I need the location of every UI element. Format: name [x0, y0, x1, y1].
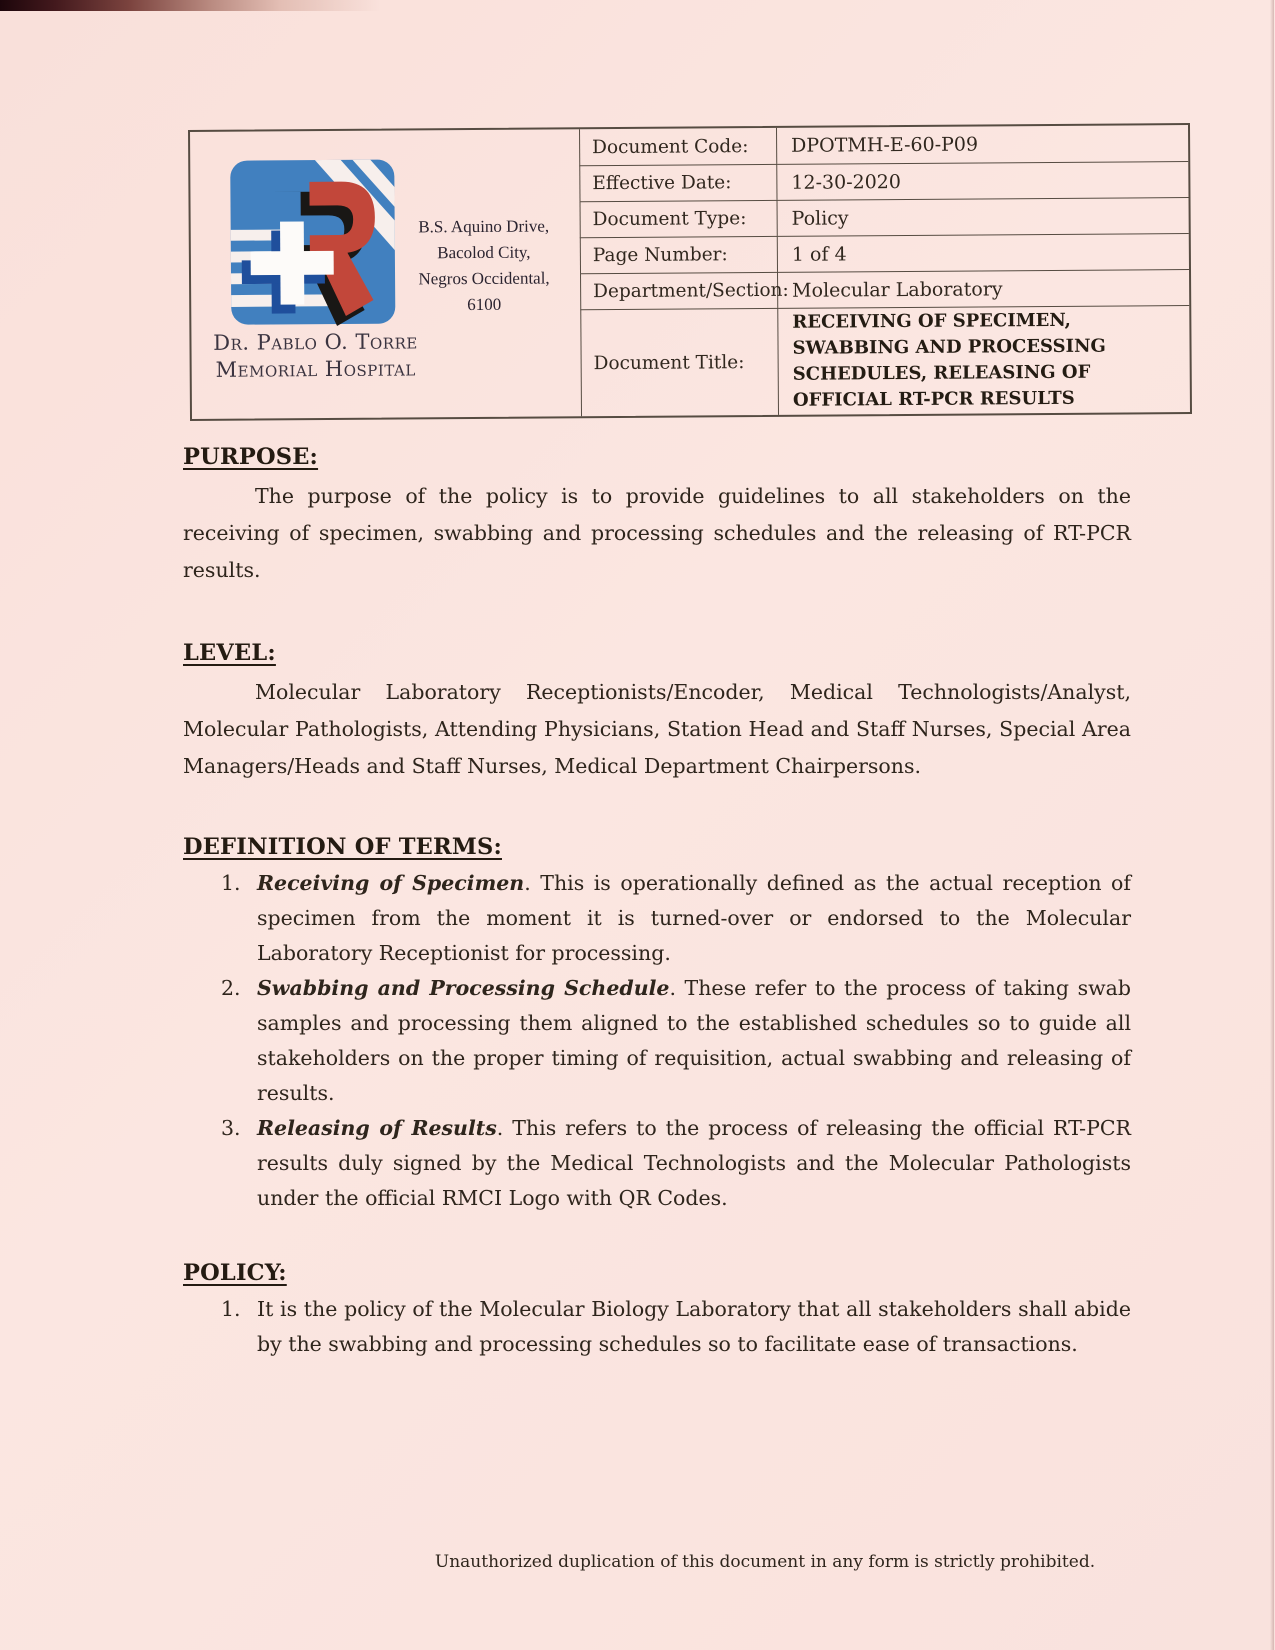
policy-heading: POLICY:: [183, 1260, 287, 1286]
field-value-department-section: Molecular Laboratory: [778, 269, 1189, 308]
policy-item: [183, 1292, 1131, 1362]
field-value-effective-date: 12-30-2020: [777, 161, 1188, 200]
address-line: Negros Occidental,: [418, 268, 550, 289]
document-body: [183, 0, 1131, 1650]
field-value-document-title: RECEIVING OF SPECIMEN, SWABBING AND PROCESSING SCHEDULES, RELEASING OF OFFICIAL RT-PCR RESULTS: [778, 305, 1190, 415]
definition-term: Releasing of Results: [257, 1116, 497, 1140]
definitions-list: [183, 866, 1131, 1216]
level-heading: LEVEL:: [183, 640, 276, 666]
section-definition-of-terms: [183, 834, 1131, 1216]
item-number: 1.: [221, 1297, 241, 1321]
purpose-heading: PURPOSE:: [183, 444, 319, 470]
field-label-effective-date: Effective Date:: [579, 164, 777, 201]
section-purpose: [183, 444, 1131, 589]
footer-confidentiality-notice: Unauthorized duplication of this document in any form is strictly prohibited.: [434, 1552, 1096, 1572]
definition-term: Swabbing and Processing Schedule: [257, 976, 670, 1000]
policy-text: It is the policy of the Molecular Biology Laboratory that all stakeholders shall abide by the swabbing and processing schedules so to facilitate ease of transactions.: [257, 1297, 1131, 1356]
field-value-page-number: 1 of 4: [778, 233, 1189, 272]
field-label-document-type: Document Type:: [580, 200, 778, 237]
field-label-document-code: Document Code:: [579, 128, 777, 165]
purpose-paragraph: The purpose of the policy is to provide guidelines to all stakeholders on the receiving of specimen, swabbing and processing schedules and the releasing of RT-PCR results.: [183, 484, 1131, 582]
policy-list: [183, 1292, 1131, 1362]
section-level: [183, 640, 1131, 785]
field-value-document-code: DPOTMH-E-60-P09: [791, 133, 979, 157]
item-number: 3.: [221, 1116, 241, 1140]
definition-item: [183, 971, 1131, 1111]
definition-item: [183, 1111, 1131, 1216]
definition-text: . These refer to the process of taking swab samples and processing them aligned to the established schedules so to guide all stakeholders on the proper timing of requisition, actual swabbing and releasing of results.: [257, 976, 1132, 1105]
field-label-department-section: Department/Section:: [580, 272, 778, 309]
hospital-name-line: Dr. Pablo O. Torre: [213, 329, 418, 355]
definitions-heading: DEFINITION OF TERMS:: [183, 834, 502, 860]
address-line: 6100: [467, 294, 502, 315]
field-value-document-type: Policy: [778, 197, 1189, 236]
hospital-name-line: Memorial Hospital: [215, 356, 416, 382]
address-line: B.S. Aquino Drive,: [418, 216, 550, 237]
item-number: 2.: [221, 976, 241, 1000]
definition-item: [183, 866, 1131, 971]
item-number: 1.: [221, 871, 241, 895]
level-paragraph: Molecular Laboratory Receptionists/Encoder, Medical Technologists/Analyst, Molecular Pathologists, Attending Physicians, Station Head and Staff Nurses, Special Area Managers/Heads and Staff Nurses, Medical Department Chairpersons.: [183, 680, 1131, 778]
definition-term: Receiving of Specimen: [257, 871, 525, 895]
field-label-page-number: Page Number:: [580, 236, 778, 273]
scan-edge-artifact-right: [1270, 0, 1274, 1650]
address-line: Bacolod City,: [437, 242, 531, 263]
definition-text: . This refers to the process of releasing the official RT-PCR results duly signed by the Medical Technologists and the Molecular Pathologists under the official RMCI Logo with QR Codes.: [257, 1116, 1131, 1210]
section-policy: [183, 1260, 1131, 1362]
field-label-document-title: Document Title:: [580, 308, 779, 416]
definition-text: . This is operationally defined as the actual reception of specimen from the moment it is turned-over or endorsed to the Molecular Laboratory Receptionist for processing.: [257, 871, 1131, 965]
